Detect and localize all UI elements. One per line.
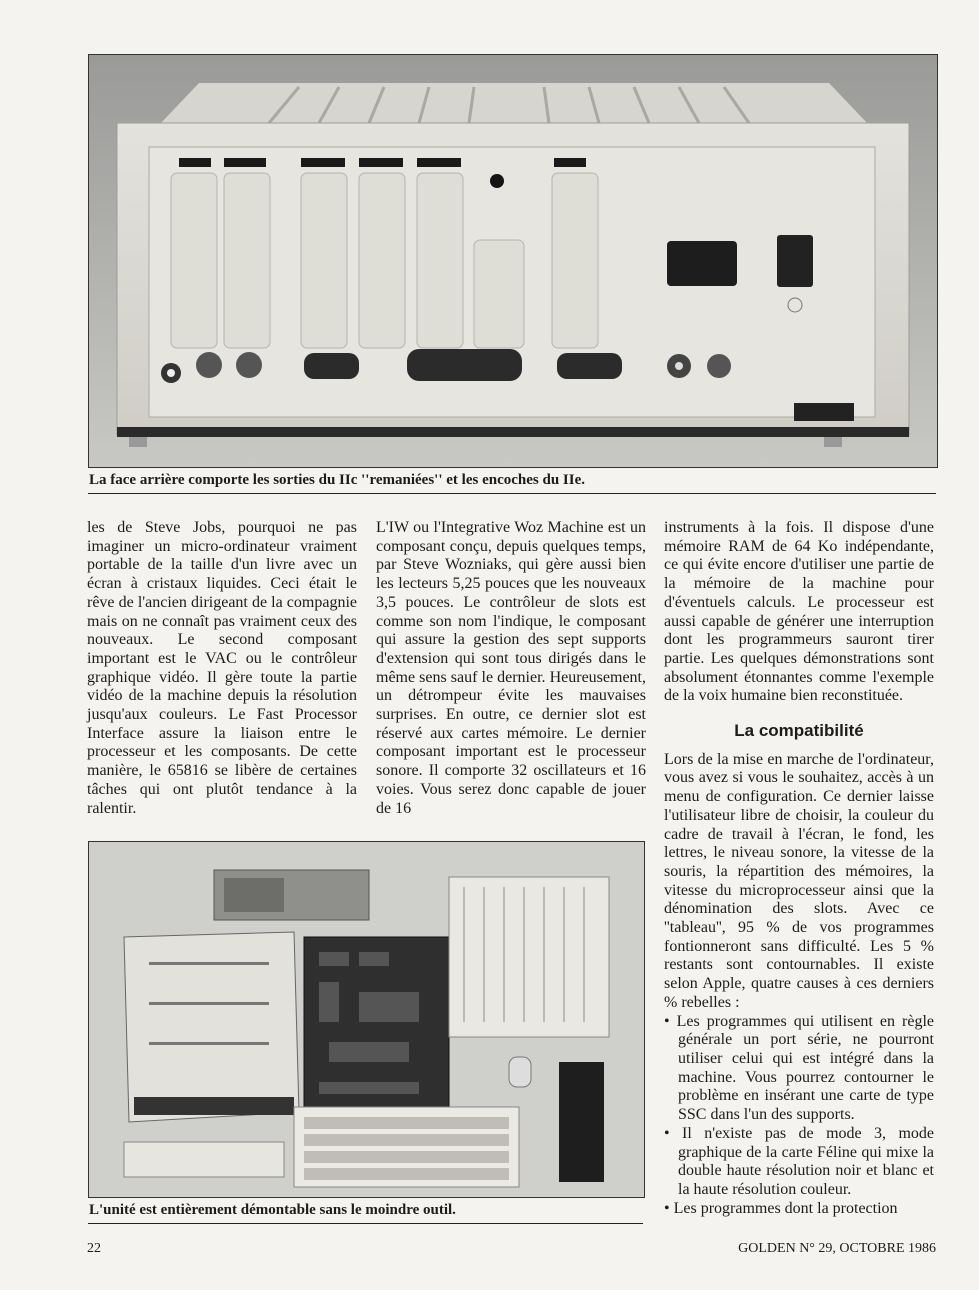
rear-panel-photo (88, 54, 938, 468)
paragraph: les de Steve Jobs, pourquoi ne pas imaginer un micro-ordinateur vraiment portable de la taille d'un livre avec un écran à cristaux liquides. Ceci était le rêve de l'ancien dirigeant de la compagnie mais on ne connaît pas vraiment ceux des nouveaux. Le second composant important est le VAC ou le contrôleur graphique vidéo. Il gère toute la partie vidéo de la machine depuis la résolution jusqu'aux couleurs. Le Fast Processor Interface assure la liaison entre le processeur et les composants. De cette manière, le 65816 se libère de certaines tâches qui ont plutôt tendance à la ralentir. (87, 519, 357, 817)
top-photo-caption: La face arrière comporte les sorties du IIc ''remaniées'' et les encoches du IIe. (89, 472, 585, 488)
caption-divider (88, 493, 936, 494)
bullet-item: • Il n'existe pas de mode 3, mode graphique de la carte Féline qui mixe la double haute résolution noir et blanc et la haute résolution couleur. (664, 1124, 934, 1198)
bullet-item: • Les programmes qui utilisent en règle générale un port série, ne pourront utiliser celui qui est intégré dans la machine. Vous pourrez contourner le problème en insérant une carte de type SSC dans l'un des supports. (664, 1012, 934, 1124)
paragraph: instruments à la fois. Il dispose d'une mémoire RAM de 64 Ko indépendante, ce qui évite encore d'utiliser une partie de la mémoire de la machine pour d'éventuels calculs. Le processeur est aussi capable de générer une interruption dont les programmeurs sauront tirer partie. Les quelques démonstrations sont absolument étonnantes comme l'exemple de la voix humaine bien reconstituée. (664, 519, 934, 705)
disassembled-unit-illustration (89, 842, 644, 1197)
paragraph: L'IW ou l'Integrative Woz Machine est un composant conçu, depuis quelques temps, par Steve Wozniaks, qui gère aussi bien les lecteurs 5,25 pouces que les nouveaux 3,5 pouces. Le contrôleur de slots est comme son nom l'indique, le composant qui assure la gestion des sept supports d'extension qui sont tous dirigés dans le même sens sauf le dernier. Heureusement, un détrompeur évite les mauvaises surprises. En outre, ce dernier slot est réservé aux cartes mémoire. Le dernier composant important est le processeur sonore. Il comporte 32 oscillateurs et 16 voies. Vous serez donc capable de jouer de 16 (376, 519, 646, 817)
text-column-3 (664, 519, 934, 1218)
caption-divider (88, 1223, 643, 1224)
rear-panel-illustration (89, 55, 937, 467)
bullet-item: • Les programmes dont la protection (664, 1199, 898, 1217)
disassembled-unit-photo (88, 841, 645, 1198)
page-number: 22 (87, 1241, 101, 1256)
section-heading: La compatibilité (734, 721, 864, 741)
text-column-1 (87, 519, 357, 818)
bottom-photo-caption: L'unité est entièrement démontable sans le moindre outil. (89, 1202, 456, 1218)
paragraph: Lors de la mise en marche de l'ordinateur, vous avez si vous le souhaitez, accès à un menu de configuration. Ce dernier laisse l'utilisateur libre de choisir, la couleur du cadre de travail à l'écran, le fond, les lettres, le niveau sonore, la vitesse de la souris, la répartition des mémoires, la vitesse du microprocesseur ainsi que la dénomination des slots. Avec ce ''tableau'', 95 % de vos programmes fontionneront sans difficulté. Les 5 % restants sont contournables. Il existe selon Apple, quatre causes à ces derniers % rebelles : (664, 750, 934, 1011)
magazine-issue: GOLDEN N° 29, OCTOBRE 1986 (738, 1241, 936, 1256)
text-column-2 (376, 519, 646, 818)
